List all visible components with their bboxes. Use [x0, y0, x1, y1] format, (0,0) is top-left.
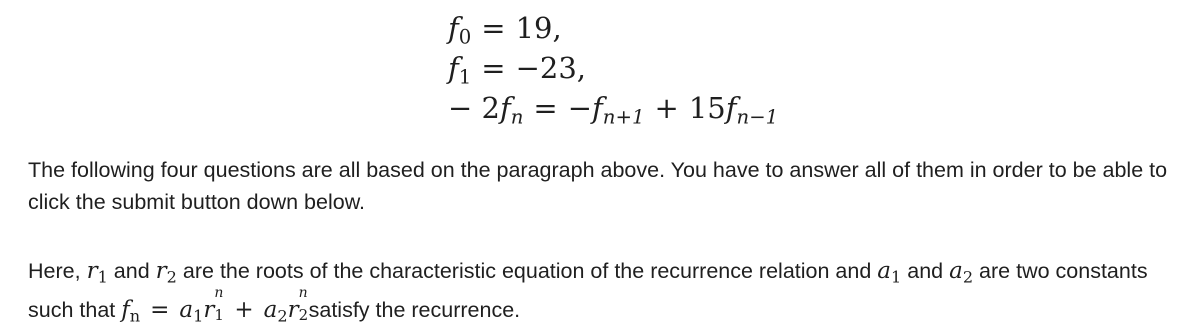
text-and: and: [907, 259, 944, 283]
value: 19,: [515, 11, 562, 45]
subscript: n+1: [602, 105, 645, 129]
closed-form-formula: $f_n = a_1r$ n 1 + $a_2r$ n 2: [121, 284, 309, 325]
text-and: and: [113, 259, 150, 283]
text-constants: constants such that: [28, 259, 1148, 322]
equals-sign: =: [533, 91, 558, 125]
instructions-paragraph: The following four questions are all based on the paragraph above. You have to answer all of them in order to be able to click the submit button down below.: [28, 158, 1168, 214]
coefficient: 15: [688, 91, 726, 125]
subscript: 0: [458, 25, 472, 49]
equation-f0: [448, 8, 778, 48]
lead-term: − 2: [448, 91, 500, 125]
subscript: n−1: [736, 105, 779, 129]
function-symbol: f: [448, 11, 459, 45]
roots-paragraph: [28, 255, 1178, 332]
text-satisfy: satisfy the recurrence.: [308, 297, 521, 322]
subscript: 1: [458, 65, 472, 89]
text-here: Here,: [28, 259, 81, 283]
minus-sign: −: [567, 91, 593, 125]
constant-a2: $a_2$: [949, 258, 974, 287]
recurrence-equations: [448, 8, 778, 128]
equals-sign: =: [481, 51, 506, 85]
function-symbol: f: [725, 91, 737, 125]
value: −23,: [515, 51, 587, 85]
constant-a1: $a_1$: [877, 258, 902, 287]
root-r2: $r_2$: [155, 258, 177, 287]
function-symbol: f: [592, 91, 603, 125]
root-r1: $r_1$: [86, 258, 108, 287]
equation-f1: [448, 48, 778, 88]
text-are-two: are two: [979, 259, 1050, 283]
text-roots: are the roots of the characteristic equation of the recurrence relation and: [182, 259, 872, 283]
equals-sign: =: [481, 11, 506, 45]
plus-sign: +: [654, 91, 679, 125]
function-symbol: f: [448, 51, 459, 85]
function-symbol: f: [499, 91, 511, 125]
subscript: n: [510, 105, 524, 129]
equation-recurrence: [448, 88, 778, 128]
